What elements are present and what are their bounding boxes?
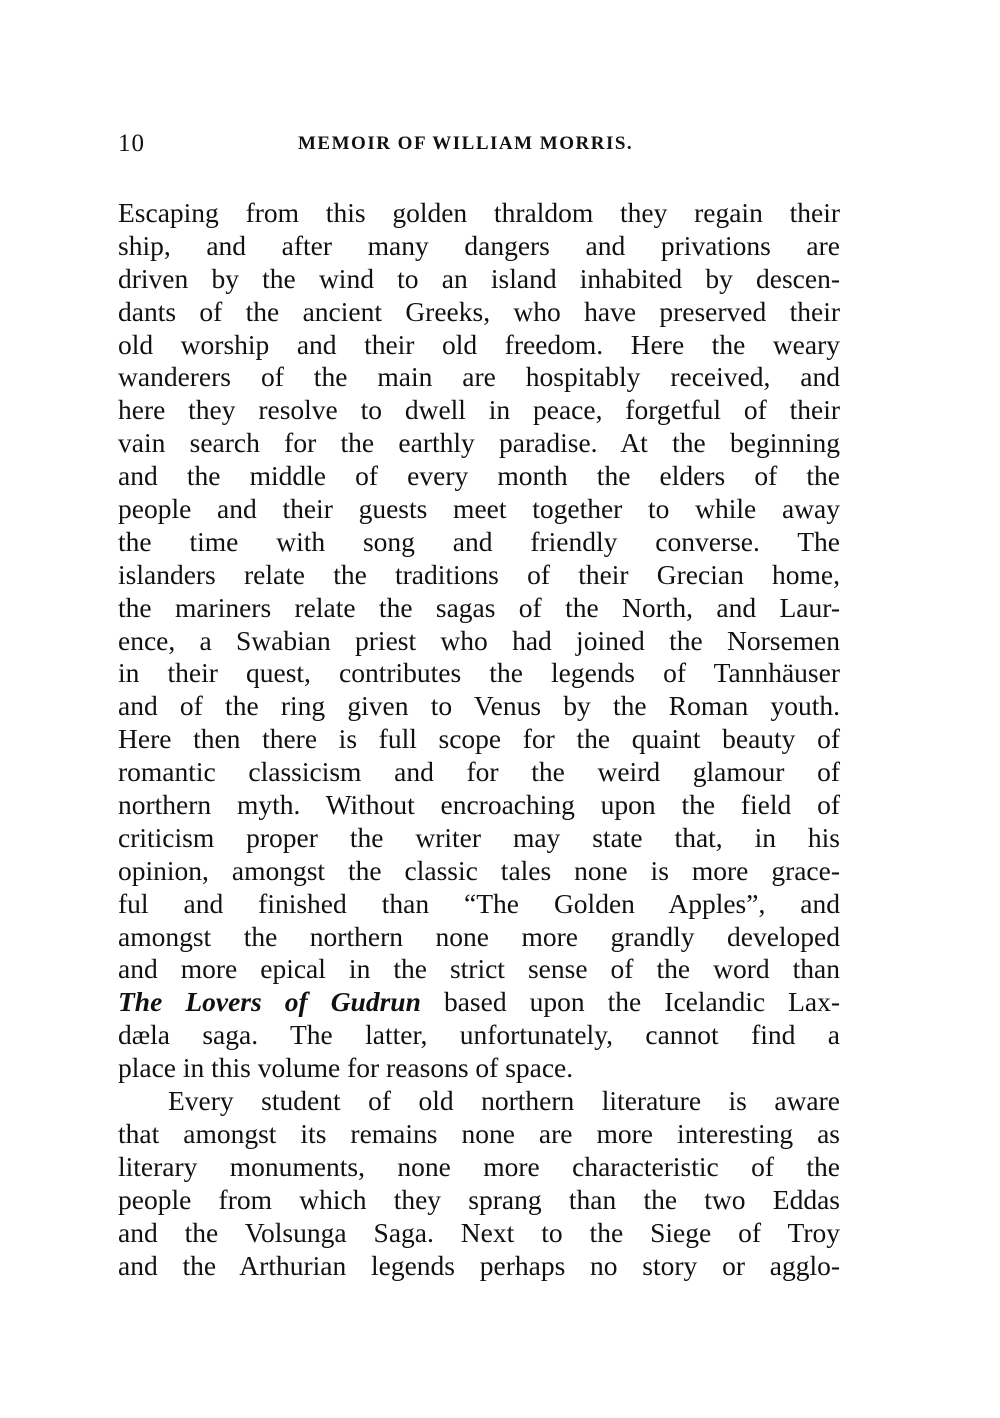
paragraph-start-line: Every student of old northern literature is aware — [168, 1085, 840, 1117]
text-line: and of the ring given to Venus by the Roman youth. — [118, 690, 840, 722]
text-line: Here then there is full scope for the quaint beauty of — [118, 723, 840, 755]
text-line-fragment: based upon the Icelandic Lax- — [420, 986, 841, 1018]
text-line: and more epical in the strict sense of the word than — [118, 953, 840, 985]
text-line: dants of the ancient Greeks, who have preserved their — [118, 295, 840, 327]
text-line: wanderers of the main are hospitably received, and — [118, 361, 840, 393]
text-line: opinion, amongst the classic tales none is more grace- — [118, 854, 840, 886]
text-line: and the Arthurian legends perhaps no story or agglo- — [118, 1249, 840, 1281]
text-line: vain search for the earthly paradise. At the beginning — [118, 427, 840, 459]
text-line: amongst the northern none more grandly developed — [118, 920, 840, 952]
running-head: MEMOIR OF WILLIAM MORRIS. — [298, 133, 634, 154]
text-line: and the middle of every month the elders of the — [118, 460, 840, 492]
text-line: Escaping from this golden thraldom they regain their — [118, 197, 840, 228]
text-line: the mariners relate the sagas of the North, and Laur- — [118, 591, 840, 623]
text-line: northern myth. Without encroaching upon the field of — [118, 789, 840, 821]
page-number: 10 — [118, 130, 145, 157]
text-line: people and their guests meet together to while away — [118, 493, 840, 525]
body-text — [118, 197, 840, 1282]
page-header — [118, 130, 840, 166]
text-line: and the Volsunga Saga. Next to the Siege of Troy — [118, 1216, 840, 1248]
text-line: dæla saga. The latter, unfortunately, cannot find a — [118, 1019, 840, 1051]
text-line: the time with song and friendly converse. The — [118, 525, 840, 557]
text-line: place in this volume for reasons of space. — [118, 1052, 574, 1084]
text-line: in their quest, contributes the legends of Tannhäuser — [118, 657, 840, 689]
text-line: islanders relate the traditions of their Grecian home, — [118, 558, 840, 590]
text-line: here they resolve to dwell in peace, forgetful of their — [118, 394, 840, 426]
text-line: ship, and after many dangers and privations are — [118, 229, 840, 261]
text-line: ence, a Swabian priest who had joined the Norsemen — [118, 624, 840, 656]
text-line: old worship and their old freedom. Here the weary — [118, 328, 840, 360]
text-line: driven by the wind to an island inhabited by descen- — [118, 262, 840, 294]
text-line: ful and finished than “The Golden Apples”, and — [118, 887, 840, 919]
text-line: romantic classicism and for the weird glamour of — [118, 756, 840, 788]
text-line: criticism proper the writer may state that, in his — [118, 821, 840, 853]
italic-book-title: The Lovers of Gudrun — [118, 986, 421, 1018]
text-line: that amongst its remains none are more interesting as — [118, 1117, 840, 1149]
text-line-with-title — [118, 986, 840, 1019]
text-line: people from which they sprang than the two Eddas — [118, 1183, 840, 1215]
text-line: literary monuments, none more characteristic of the — [118, 1150, 840, 1182]
